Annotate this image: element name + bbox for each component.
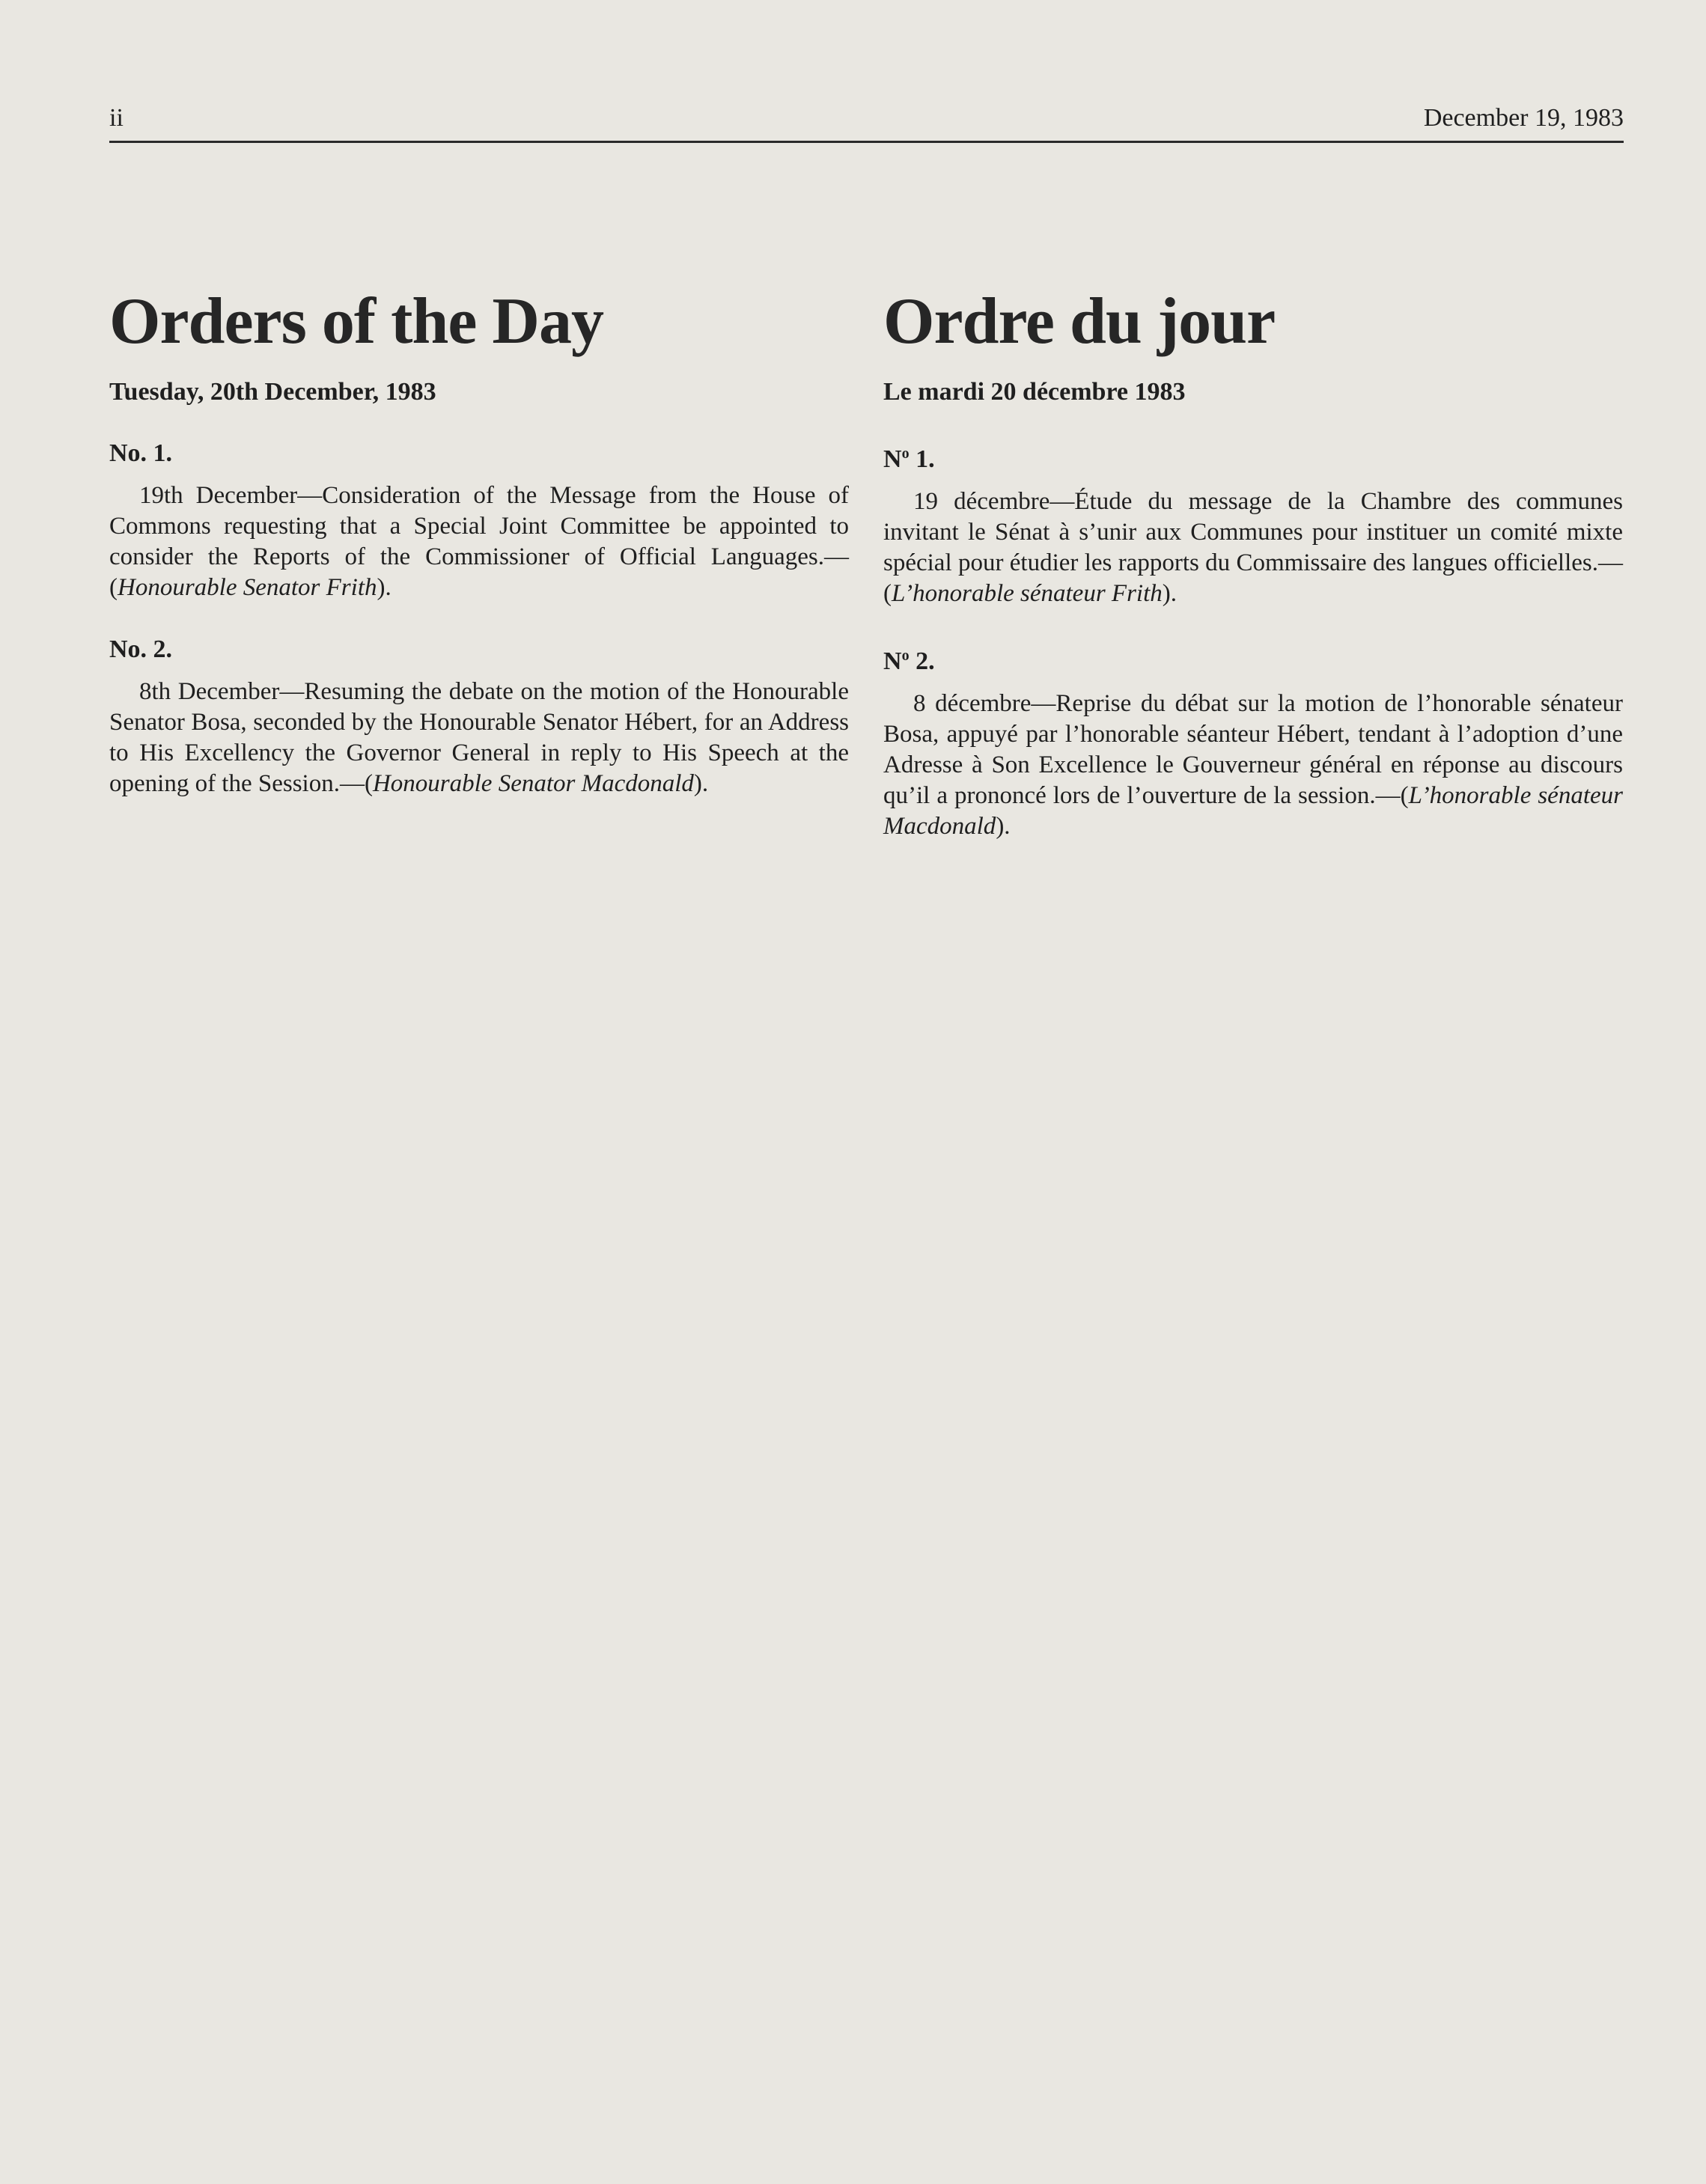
french-date-line: Le mardi 20 décembre 1983: [883, 378, 1186, 406]
french-item-1-number-sup: o: [901, 445, 910, 462]
french-column: [883, 277, 1623, 867]
english-title: Orders of the Day: [109, 285, 603, 358]
french-item-2-number: [883, 641, 1623, 677]
french-item-2-number-prefix: N: [883, 647, 902, 675]
english-date-line: Tuesday, 20th December, 1983: [109, 378, 436, 406]
french-item-2-body: 8 décembre—Reprise du débat sur la motion de l’honorable sénateur Bosa, appuyé par l’honorable séanteur Hébert, tendant à l’adoption d’une Adresse à Son Excellence le Gouverneur général en réponse au discours qu’il a prononcé lors de l’ouverture de la session.—(: [883, 690, 1623, 809]
english-item-1-text: [109, 481, 849, 603]
french-title: Ordre du jour: [883, 285, 1276, 358]
english-item-2-sponsor: Honourable Senator Macdonald: [372, 770, 694, 797]
english-item-2-body: 8th December—Resuming the debate on the motion of the Honourable Senator Bosa, seconded by the Honourable Senator Hébert, for an Address to His Excellency the Governor General in reply to His Speech at the opening of the Session.—(: [109, 678, 849, 797]
french-item-1-number-prefix: N: [883, 445, 902, 473]
english-item-2-text: [109, 677, 849, 799]
english-item-1-number: No. 1.: [109, 439, 173, 467]
page-number: ii: [109, 104, 124, 132]
english-item-1-body: 19th December—Consideration of the Message from the House of Commons requesting that a Special Joint Committee be appointed to consider the Reports of the Commissioner of Official Languages.—(: [109, 482, 849, 601]
french-item-2-end: ).: [996, 813, 1011, 840]
french-item-1-end: ).: [1162, 580, 1178, 607]
english-item-2-end: ).: [693, 770, 709, 797]
french-item-1-number: [883, 439, 1623, 475]
english-column: [109, 277, 849, 824]
french-item-2-number-sup: o: [901, 647, 910, 664]
english-item-2-number: No. 2.: [109, 635, 173, 663]
french-item-1-body: 19 décembre—Étude du message de la Chambre des communes invitant le Sénat à s’unir aux Communes pour instituer un comité mixte spécial pour étudier les rapports du Commissaire des langues officielles.—(: [883, 488, 1623, 607]
french-item-2-text: [883, 689, 1623, 842]
french-item-1-text: [883, 486, 1623, 609]
french-item-2-sponsor: L’honorable sénateur Macdonald: [883, 782, 1623, 840]
french-item-2-number-suffix: 2.: [909, 647, 935, 675]
english-item-1-sponsor: Honourable Senator Frith: [118, 574, 377, 601]
header-date: December 19, 1983: [1423, 104, 1624, 132]
french-item-1-number-suffix: 1.: [909, 445, 935, 473]
english-item-1-end: ).: [377, 574, 392, 601]
french-item-1-sponsor: L’honorable sénateur Frith: [892, 580, 1163, 607]
page-header: [109, 103, 1624, 143]
